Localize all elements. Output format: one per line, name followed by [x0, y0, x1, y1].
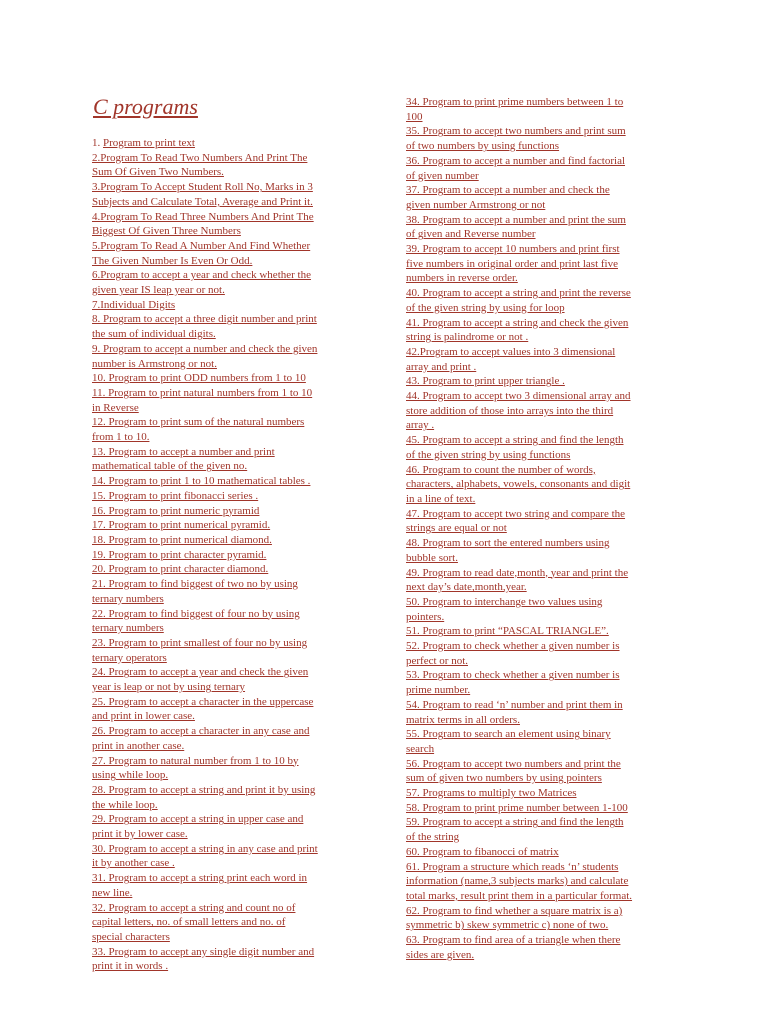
program-link-text[interactable]: next day’s date,month,year. — [406, 581, 527, 594]
program-list-item[interactable] — [92, 724, 367, 753]
program-link-line[interactable] — [406, 860, 678, 875]
program-link-line[interactable] — [92, 210, 367, 225]
program-list-item[interactable] — [406, 727, 678, 756]
program-link-text[interactable]: Subjects and Calculate Total, Average and Print it. — [92, 195, 313, 208]
program-list-left-column — [92, 136, 367, 974]
program-link-text[interactable]: 14. Program to print 1 to 10 mathematical tables . — [92, 475, 311, 488]
program-link-text[interactable]: in Reverse — [92, 401, 139, 414]
program-link-text[interactable]: Program to print text — [103, 137, 195, 149]
program-link-line[interactable] — [406, 345, 678, 360]
program-link-text[interactable]: print in another case. — [92, 739, 185, 752]
program-link-text[interactable]: prime number. — [406, 684, 471, 697]
program-link-text[interactable]: store addition of those into arrays into the third — [406, 404, 614, 417]
program-link-line[interactable] — [406, 683, 678, 698]
program-link-line[interactable] — [406, 815, 678, 830]
program-link-line[interactable] — [92, 915, 367, 930]
program-link-line[interactable] — [406, 301, 678, 316]
program-link-text[interactable]: 44. Program to accept two 3 dimensional array and — [406, 390, 631, 403]
program-link-text[interactable]: 60. Program to fibanocci of matrix — [406, 845, 559, 858]
program-link-line[interactable] — [92, 371, 367, 386]
program-link-text[interactable]: using while loop. — [92, 769, 169, 782]
program-link-text[interactable]: 50. Program to interchange two values using — [406, 595, 603, 608]
program-list-item[interactable] — [406, 389, 678, 433]
program-list-item[interactable] — [92, 489, 367, 504]
program-link-text[interactable]: 11. Program to print natural numbers from 1 to 10 — [92, 386, 313, 399]
program-link-text[interactable]: new line. — [92, 886, 133, 899]
program-link-text[interactable]: 8. Program to accept a three digit number and print — [92, 313, 317, 326]
program-link-text[interactable]: from 1 to 10. — [92, 431, 150, 444]
program-link-text[interactable]: 27. Program to natural number from 1 to 10 by — [92, 754, 299, 767]
program-link-text[interactable]: information (name,3 subjects marks) and calculate — [406, 875, 629, 888]
program-link-text[interactable]: 63. Program to find area of a triangle when there — [406, 934, 621, 947]
program-link-line[interactable] — [92, 342, 367, 357]
program-link-line[interactable] — [92, 165, 367, 180]
page-title: C programs — [93, 94, 198, 119]
program-link-text[interactable]: 36. Program to accept a number and find factorial — [406, 154, 626, 167]
program-link-line[interactable] — [92, 827, 367, 842]
program-link-line[interactable] — [406, 169, 678, 184]
program-list-item[interactable] — [406, 933, 678, 962]
program-link-line[interactable] — [92, 798, 367, 813]
program-list-item[interactable] — [92, 636, 367, 665]
program-link-line[interactable] — [406, 389, 678, 404]
program-list-item[interactable] — [406, 286, 678, 315]
program-link-text[interactable]: 22. Program to find biggest of four no by using — [92, 607, 300, 620]
program-list-item[interactable] — [92, 665, 367, 694]
program-link-text[interactable]: 39. Program to accept 10 numbers and print first — [406, 243, 620, 256]
program-link-text[interactable]: given year IS leap year or not. — [92, 284, 225, 297]
program-link-line[interactable] — [406, 433, 678, 448]
program-list-item[interactable] — [406, 507, 678, 536]
program-link-text[interactable]: 34. Program to print prime numbers between 1 to — [406, 96, 624, 108]
program-link-text[interactable]: print it in words . — [92, 960, 169, 973]
program-link-text[interactable]: 54. Program to read ‘n’ number and print them in — [406, 698, 623, 711]
program-link-text[interactable]: 58. Program to print prime number between 1-100 — [406, 801, 628, 814]
program-link-line[interactable] — [406, 257, 678, 272]
program-list-item[interactable] — [406, 639, 678, 668]
program-list-item[interactable] — [406, 860, 678, 904]
program-link-line[interactable] — [406, 536, 678, 551]
program-link-line[interactable] — [92, 327, 367, 342]
program-list-item[interactable] — [92, 812, 367, 841]
program-link-text[interactable]: 2.Program To Read Two Numbers And Print The — [92, 151, 308, 164]
program-link-line[interactable] — [92, 783, 367, 798]
program-link-line[interactable] — [406, 404, 678, 419]
program-list-item[interactable] — [92, 298, 367, 313]
program-list-item[interactable] — [92, 239, 367, 268]
program-link-line[interactable] — [406, 727, 678, 742]
program-link-line[interactable] — [92, 812, 367, 827]
program-list-item[interactable] — [92, 548, 367, 563]
program-link-text[interactable]: Biggest Of Given Three Numbers — [92, 225, 241, 238]
program-link-text[interactable]: and print in lower case. — [92, 710, 195, 723]
program-list-item[interactable] — [406, 183, 678, 212]
program-link-text[interactable]: of the string — [406, 831, 460, 844]
program-list-item[interactable] — [406, 433, 678, 462]
program-link-text[interactable]: 56. Program to accept two numbers and print the — [406, 757, 621, 770]
program-link-line[interactable] — [92, 665, 367, 680]
program-link-line[interactable] — [406, 624, 678, 639]
program-link-text[interactable]: 35. Program to accept two numbers and print sum — [406, 125, 626, 138]
program-list-item[interactable] — [92, 533, 367, 548]
program-link-line[interactable] — [92, 577, 367, 592]
program-link-text[interactable]: 4.Program To Read Three Numbers And Print The — [92, 210, 314, 223]
program-link-line[interactable] — [406, 198, 678, 213]
program-link-line[interactable] — [406, 933, 678, 948]
program-link-text[interactable]: 48. Program to sort the entered numbers using — [406, 537, 610, 550]
program-link-line[interactable] — [406, 845, 678, 860]
program-link-line[interactable] — [406, 507, 678, 522]
program-link-line[interactable] — [406, 521, 678, 536]
program-link-line[interactable] — [406, 139, 678, 154]
program-link-line[interactable] — [406, 698, 678, 713]
program-list-item[interactable] — [406, 463, 678, 507]
program-link-line[interactable] — [92, 504, 367, 519]
program-list-item[interactable] — [92, 607, 367, 636]
program-link-line[interactable] — [92, 430, 367, 445]
program-list-item[interactable] — [406, 316, 678, 345]
program-link-text[interactable]: 53. Program to check whether a given number is — [406, 669, 620, 682]
program-link-text[interactable]: 42.Program to accept values into 3 dimensional — [406, 345, 616, 358]
program-link-line[interactable] — [406, 492, 678, 507]
program-list-item[interactable] — [406, 566, 678, 595]
program-link-line[interactable] — [92, 415, 367, 430]
program-list-right-column — [406, 95, 678, 962]
program-link-line[interactable] — [92, 401, 367, 416]
program-number: 1. — [92, 137, 103, 149]
program-link-line[interactable] — [406, 918, 678, 933]
program-list-item[interactable] — [92, 342, 367, 371]
program-link-text[interactable]: search — [406, 742, 435, 755]
program-link-text[interactable]: 51. Program to print “PASCAL TRIANGLE”. — [406, 625, 609, 638]
program-link-text[interactable]: five numbers in original order and print last five — [406, 257, 618, 270]
program-link-line[interactable] — [406, 904, 678, 919]
program-link-text[interactable]: bubble sort. — [406, 551, 458, 564]
program-link-text[interactable]: 61. Program a structure which reads ‘n’ students — [406, 860, 619, 873]
program-list-item[interactable] — [92, 136, 367, 151]
program-link-text[interactable]: 20. Program to print character diamond. — [92, 563, 269, 576]
program-link-text[interactable]: 16. Program to print numeric pyramid — [92, 504, 260, 517]
program-link-line[interactable] — [406, 948, 678, 963]
program-link-line[interactable] — [92, 195, 367, 210]
program-link-text[interactable]: Sum Of Given Two Numbers. — [92, 166, 224, 179]
program-list-item[interactable] — [406, 698, 678, 727]
program-link-text[interactable]: 9. Program to accept a number and check the given — [92, 342, 318, 355]
program-link-text[interactable]: ternary operators — [92, 651, 167, 664]
program-link-line[interactable] — [92, 562, 367, 577]
program-link-line[interactable] — [92, 724, 367, 739]
program-link-line[interactable] — [92, 312, 367, 327]
program-list-item[interactable] — [92, 754, 367, 783]
program-link-text[interactable]: 38. Program to accept a number and print the sum — [406, 213, 626, 226]
program-link-line[interactable] — [92, 842, 367, 857]
program-link-line[interactable] — [406, 786, 678, 801]
program-list-item[interactable] — [406, 213, 678, 242]
program-link-line[interactable] — [406, 154, 678, 169]
program-list-item[interactable] — [406, 904, 678, 933]
program-list-item[interactable] — [406, 124, 678, 153]
program-link-line[interactable] — [92, 239, 367, 254]
program-list-item[interactable] — [406, 154, 678, 183]
program-link-text[interactable]: 40. Program to accept a string and print the reverse — [406, 287, 631, 300]
program-list-item[interactable] — [406, 595, 678, 624]
program-link-line[interactable] — [406, 580, 678, 595]
program-link-text[interactable]: 10. Program to print ODD numbers from 1 to 10 — [92, 372, 306, 385]
program-link-text[interactable]: 21. Program to find biggest of two no by using — [92, 578, 298, 591]
program-link-line[interactable] — [92, 533, 367, 548]
program-link-text[interactable]: of given and Reverse number — [406, 228, 536, 241]
program-link-line[interactable] — [406, 757, 678, 772]
program-list-item[interactable] — [92, 210, 367, 239]
program-link-line[interactable] — [92, 886, 367, 901]
program-link-text[interactable]: sides are given. — [406, 948, 475, 961]
program-list-item[interactable] — [92, 945, 367, 974]
program-list-item[interactable] — [92, 504, 367, 519]
program-link-line[interactable] — [92, 945, 367, 960]
program-link-line[interactable] — [406, 566, 678, 581]
program-link-line[interactable] — [92, 151, 367, 166]
program-list-item[interactable] — [92, 901, 367, 945]
program-link-line[interactable] — [406, 286, 678, 301]
program-link-text[interactable]: 31. Program to accept a string print each word in — [92, 872, 308, 885]
program-link-line[interactable] — [406, 448, 678, 463]
program-link-line[interactable] — [406, 227, 678, 242]
program-link-line[interactable] — [406, 95, 678, 110]
program-link-text[interactable]: of the given string by using functions — [406, 448, 571, 461]
program-link-text[interactable]: string is palindrome or not . — [406, 331, 529, 344]
program-link-text[interactable]: symmetric b) skew symmetric c) none of two. — [406, 919, 609, 932]
program-link-line[interactable] — [406, 654, 678, 669]
program-link-text[interactable]: The Given Number Is Even Or Odd. — [92, 254, 253, 267]
program-link-line[interactable] — [92, 357, 367, 372]
program-link-text[interactable]: 24. Program to accept a year and check the given — [92, 666, 309, 679]
program-link-text[interactable]: 7.Individual Digits — [92, 298, 176, 311]
program-link-line[interactable] — [406, 713, 678, 728]
program-list-item[interactable] — [92, 871, 367, 900]
program-list-item[interactable] — [92, 386, 367, 415]
program-link-text[interactable]: in a line of text. — [406, 492, 476, 505]
program-link-text[interactable]: 62. Program to find whether a square matrix is a) — [406, 904, 623, 917]
program-link-text[interactable]: pointers. — [406, 610, 445, 623]
program-link-line[interactable] — [92, 254, 367, 269]
program-link-line[interactable] — [92, 636, 367, 651]
program-link-text[interactable]: 45. Program to accept a string and find the length — [406, 434, 624, 447]
program-list-item[interactable] — [406, 815, 678, 844]
program-link-line[interactable] — [92, 607, 367, 622]
program-link-line[interactable] — [406, 668, 678, 683]
program-link-line[interactable] — [406, 213, 678, 228]
program-link-text[interactable]: 26. Program to accept a character in any case and — [92, 725, 310, 738]
program-link-text[interactable]: matrix terms in all orders. — [406, 713, 520, 726]
program-link-line[interactable] — [92, 709, 367, 724]
program-link-text[interactable]: 32. Program to accept a string and count no of — [92, 901, 296, 914]
program-link-line[interactable] — [92, 871, 367, 886]
program-list-item[interactable] — [92, 842, 367, 871]
program-link-line[interactable] — [92, 474, 367, 489]
program-list-item[interactable] — [406, 801, 678, 816]
program-link-line[interactable] — [92, 283, 367, 298]
program-link-text[interactable]: 3.Program To Accept Student Roll No, Marks in 3 — [92, 181, 313, 194]
program-link-text[interactable]: given number Armstrong or not — [406, 198, 546, 211]
program-list-item[interactable] — [92, 268, 367, 297]
program-link-text[interactable]: 13. Program to accept a number and print — [92, 445, 275, 458]
program-list-item[interactable] — [92, 518, 367, 533]
program-link-text[interactable]: 18. Program to print numerical diamond. — [92, 533, 272, 546]
program-link-line[interactable] — [406, 463, 678, 478]
program-link-text[interactable]: 23. Program to print smallest of four no by using — [92, 636, 308, 649]
program-link-line[interactable] — [406, 830, 678, 845]
program-list-item[interactable] — [406, 757, 678, 786]
program-link-text[interactable]: ternary numbers — [92, 592, 164, 605]
program-link-line[interactable] — [406, 110, 678, 125]
program-link-line[interactable] — [406, 418, 678, 433]
program-list-item[interactable] — [406, 786, 678, 801]
program-list-item[interactable] — [406, 95, 678, 124]
program-link-line[interactable] — [92, 386, 367, 401]
program-link-line[interactable] — [92, 901, 367, 916]
program-link-text[interactable]: 5.Program To Read A Number And Find Whether — [92, 239, 311, 252]
program-list-item[interactable] — [92, 695, 367, 724]
program-link-line[interactable] — [92, 268, 367, 283]
program-link-text[interactable]: 28. Program to accept a string and print it by using — [92, 783, 316, 796]
program-link-text[interactable]: 46. Program to count the number of words, — [406, 463, 596, 476]
program-link-text[interactable]: characters, alphabets, vowels, consonants and digit — [406, 478, 631, 491]
program-link-text[interactable]: special characters — [92, 930, 170, 943]
program-link-line[interactable] — [406, 801, 678, 816]
program-link-line[interactable] — [406, 595, 678, 610]
program-link-text[interactable]: the while loop. — [92, 798, 158, 811]
program-link-text[interactable]: 17. Program to print numerical pyramid. — [92, 519, 271, 532]
program-link-text[interactable]: 55. Program to search an element using binary — [406, 728, 611, 741]
program-link-line[interactable] — [92, 695, 367, 710]
program-link-text[interactable]: ternary numbers — [92, 622, 164, 635]
program-link-line[interactable] — [406, 330, 678, 345]
program-link-text[interactable]: of the given string by using for loop — [406, 301, 565, 314]
program-list-item[interactable] — [92, 474, 367, 489]
program-list-item[interactable] — [406, 624, 678, 639]
program-list-item[interactable] — [92, 151, 367, 180]
program-link-text[interactable]: 57. Programs to multiply two Matrices — [406, 787, 577, 800]
program-link-text[interactable]: 100 — [406, 110, 423, 123]
program-link-text[interactable]: it by another case . — [92, 857, 175, 870]
program-link-line[interactable] — [92, 298, 367, 313]
program-list-item[interactable] — [92, 415, 367, 444]
program-link-text[interactable]: array and print . — [406, 360, 477, 373]
program-link-line[interactable] — [92, 739, 367, 754]
program-link-text[interactable]: 12. Program to print sum of the natural numbers — [92, 416, 305, 429]
program-link-text[interactable]: of given number — [406, 169, 479, 182]
program-list-item[interactable] — [406, 668, 678, 697]
program-link-line[interactable] — [406, 610, 678, 625]
program-link-text[interactable]: 6.Program to accept a year and check whether the — [92, 269, 311, 282]
program-link-text[interactable]: perfect or not. — [406, 654, 468, 667]
program-link-line[interactable] — [92, 548, 367, 563]
program-link-line[interactable] — [406, 742, 678, 757]
program-link-line[interactable] — [406, 639, 678, 654]
program-link-line[interactable] — [92, 930, 367, 945]
program-link-text[interactable]: print it by lower case. — [92, 828, 188, 841]
program-list-item[interactable] — [92, 180, 367, 209]
program-link-line[interactable] — [92, 180, 367, 195]
program-link-line[interactable] — [406, 551, 678, 566]
program-link-text[interactable]: 25. Program to accept a character in the uppercase — [92, 695, 314, 708]
program-link-line[interactable] — [406, 477, 678, 492]
program-list-item[interactable] — [92, 445, 367, 474]
program-link-line[interactable] — [406, 124, 678, 139]
program-link-text[interactable]: year is leap or not by using ternary — [92, 681, 246, 694]
program-link-text[interactable]: 29. Program to accept a string in upper case and — [92, 813, 304, 826]
program-link-line[interactable] — [92, 489, 367, 504]
program-link-line[interactable] — [92, 651, 367, 666]
program-link-text[interactable]: 15. Program to print fibonacci series . — [92, 489, 259, 502]
program-link-text[interactable]: numbers in reverse order. — [406, 272, 518, 285]
program-list-item[interactable] — [92, 312, 367, 341]
program-link-line[interactable] — [92, 856, 367, 871]
program-list-item[interactable] — [92, 577, 367, 606]
program-link-line[interactable] — [406, 874, 678, 889]
program-link-line[interactable] — [92, 136, 367, 151]
program-link-line[interactable] — [92, 459, 367, 474]
program-link-line[interactable] — [92, 224, 367, 239]
program-link-line[interactable] — [92, 445, 367, 460]
program-list-item[interactable] — [406, 374, 678, 389]
program-link-text[interactable]: strings are equal or not — [406, 522, 507, 535]
program-list-item[interactable] — [406, 536, 678, 565]
program-list-item[interactable] — [92, 371, 367, 386]
program-link-text[interactable]: 59. Program to accept a string and find the length — [406, 816, 624, 829]
program-link-text[interactable]: 37. Program to accept a number and check the — [406, 184, 610, 197]
program-list-item[interactable] — [406, 845, 678, 860]
program-link-line[interactable] — [406, 360, 678, 375]
program-link-line[interactable] — [406, 771, 678, 786]
program-link-text[interactable]: sum of given two numbers by using pointers — [406, 772, 602, 785]
program-link-line[interactable] — [406, 183, 678, 198]
program-link-text[interactable]: capital letters, no. of small letters and no. of — [92, 916, 286, 929]
program-link-text[interactable]: array . — [406, 419, 435, 432]
program-link-text[interactable]: the sum of individual digits. — [92, 328, 216, 341]
program-list-item[interactable] — [92, 562, 367, 577]
program-link-text[interactable]: 41. Program to accept a string and check the given — [406, 316, 629, 329]
program-link-line[interactable] — [406, 889, 678, 904]
program-list-item[interactable] — [406, 345, 678, 374]
program-link-text[interactable]: 47. Program to accept two string and compare the — [406, 507, 626, 520]
program-link-text[interactable]: total marks, result print them in a particular format. — [406, 889, 633, 902]
program-link-text[interactable]: 19. Program to print character pyramid. — [92, 548, 267, 561]
program-link-line[interactable] — [406, 316, 678, 331]
program-link-line[interactable] — [92, 754, 367, 769]
program-link-line[interactable] — [406, 242, 678, 257]
program-link-text[interactable]: 30. Program to accept a string in any case and print — [92, 842, 318, 855]
program-list-item[interactable] — [406, 242, 678, 286]
program-link-text[interactable]: of two numbers by using functions — [406, 140, 560, 153]
program-link-text[interactable]: 52. Program to check whether a given number is — [406, 640, 620, 653]
program-link-line[interactable] — [92, 768, 367, 783]
program-link-line[interactable] — [92, 592, 367, 607]
program-link-line[interactable] — [92, 621, 367, 636]
program-link-text[interactable]: number is Armstrong or not. — [92, 357, 217, 370]
program-link-text[interactable]: 43. Program to print upper triangle . — [406, 375, 565, 388]
program-link-line[interactable] — [92, 680, 367, 695]
program-link-line[interactable] — [92, 959, 367, 974]
program-link-text[interactable]: mathematical table of the given no. — [92, 460, 248, 473]
program-link-line[interactable] — [406, 271, 678, 286]
program-link-text[interactable]: 33. Program to accept any single digit number and — [92, 945, 315, 958]
program-list-item[interactable] — [92, 783, 367, 812]
program-link-line[interactable] — [406, 374, 678, 389]
program-link-line[interactable] — [92, 518, 367, 533]
program-link-text[interactable]: 49. Program to read date,month, year and print the — [406, 566, 629, 579]
